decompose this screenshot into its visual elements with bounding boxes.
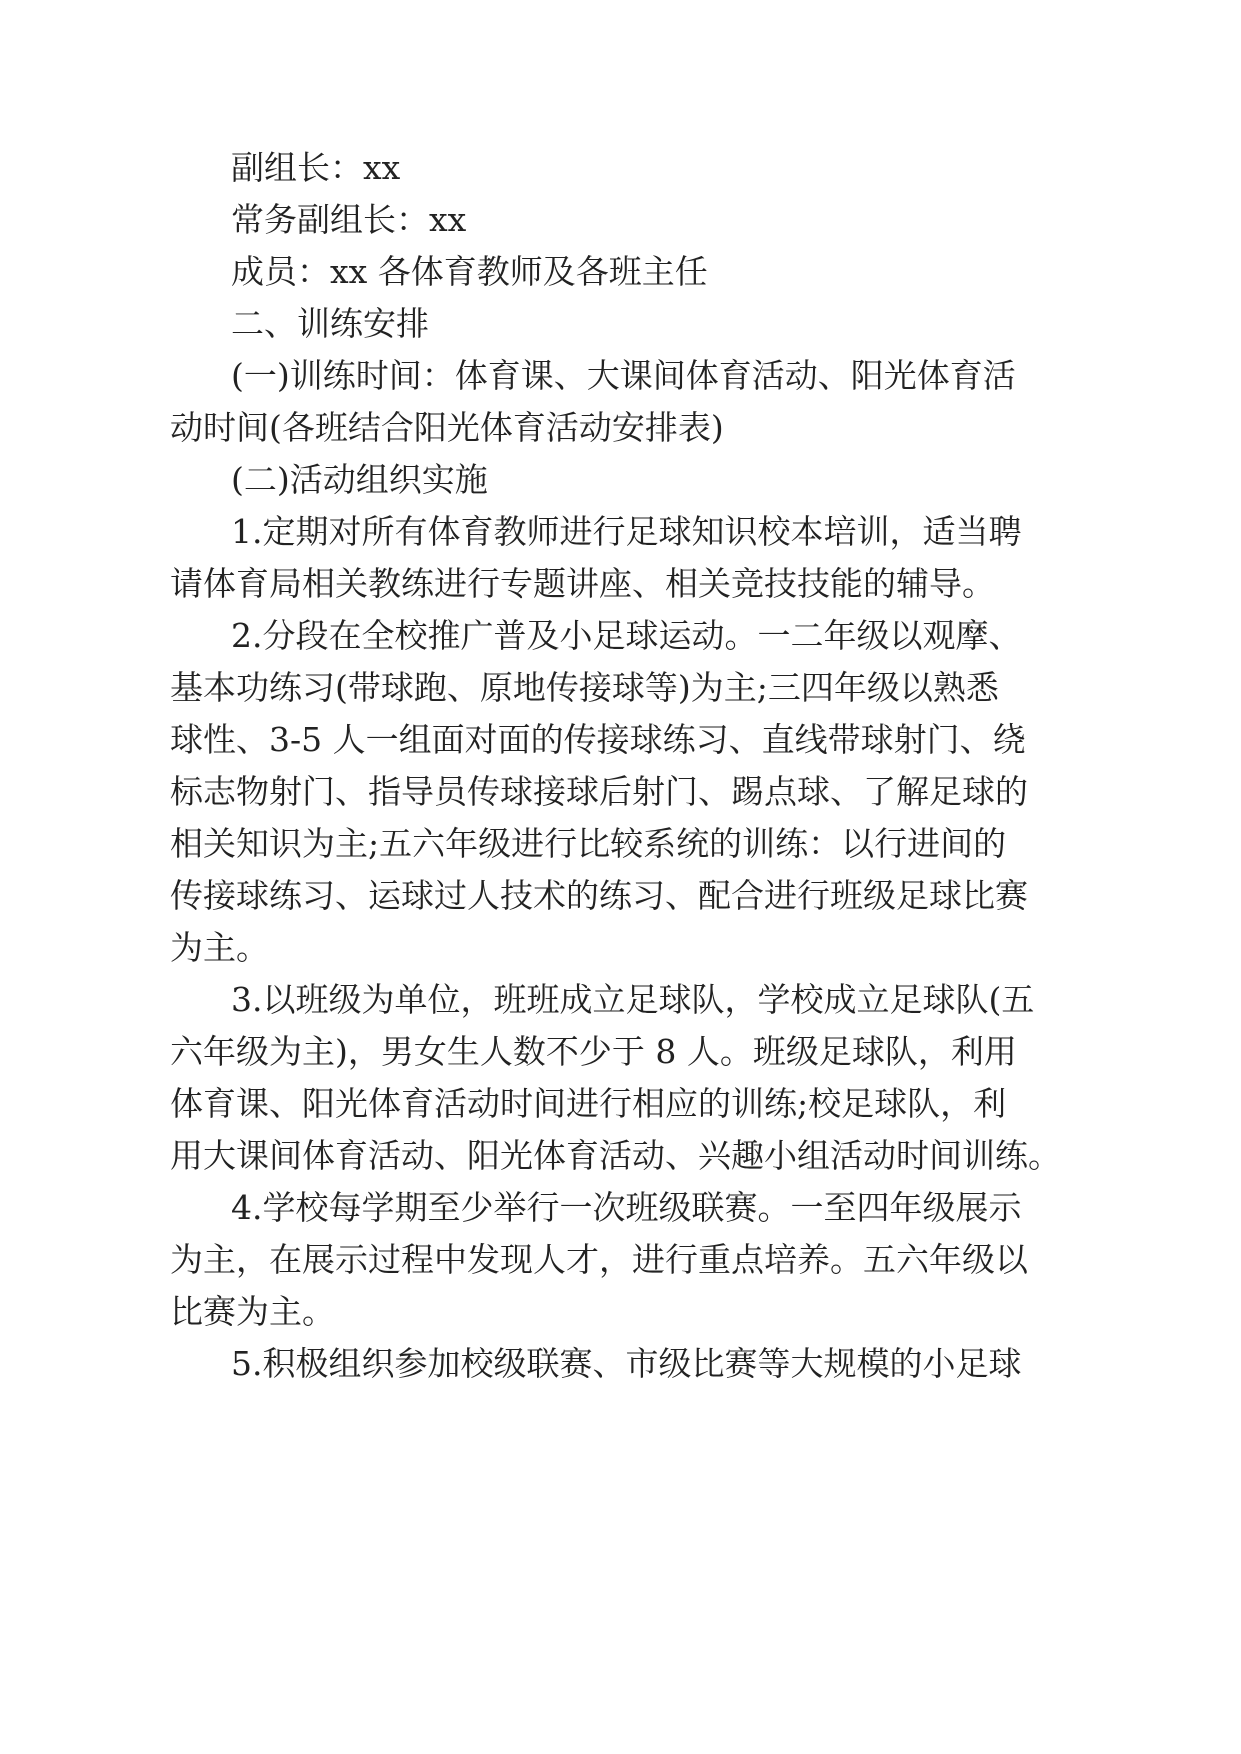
paragraph-line: 六年级为主)，男女生人数不少于 8 人。班级足球队，利用 (170, 1032, 1017, 1071)
paragraph-line: 用大课间体育活动、阳光体育活动、兴趣小组活动时间训练。 (170, 1136, 1061, 1175)
paragraph-line: 标志物射门、指导员传球接球后射门、踢点球、了解足球的 (170, 772, 1028, 811)
paragraph-line: 1.定期对所有体育教师进行足球知识校本培训，适当聘 (231, 512, 1022, 551)
paragraph-line: 传接球练习、运球过人技术的练习、配合进行班级足球比赛 (170, 876, 1028, 915)
paragraph-line: 基本功练习(带球跑、原地传接球等)为主;三四年级以熟悉 (170, 668, 999, 707)
paragraph-line: 3.以班级为单位，班班成立足球队，学校成立足球队(五 (231, 980, 1035, 1019)
line-members: 成员：xx 各体育教师及各班主任 (231, 252, 708, 291)
paragraph-line: (一)训练时间：体育课、大课间体育活动、阳光体育活 (231, 356, 1016, 395)
paragraph-line: 球性、3-5 人一组面对面的传接球练习、直线带球射门、绕 (170, 720, 1026, 759)
line-vice-leader: 副组长：xx (231, 148, 401, 187)
section-heading-training: 二、训练安排 (231, 304, 429, 343)
paragraph-line: 为主。 (170, 928, 269, 967)
paragraph-line: 比赛为主。 (170, 1292, 335, 1331)
paragraph-line: 体育课、阳光体育活动时间进行相应的训练;校足球队，利 (170, 1084, 1007, 1123)
line-executive-vice-leader: 常务副组长：xx (231, 200, 467, 239)
paragraph-line: 为主，在展示过程中发现人才，进行重点培养。五六年级以 (170, 1240, 1028, 1279)
paragraph-line: 动时间(各班结合阳光体育活动安排表) (170, 408, 724, 447)
paragraph-line: 5.积极组织参加校级联赛、市级比赛等大规模的小足球 (231, 1344, 1022, 1383)
paragraph-line: 4.学校每学期至少举行一次班级联赛。一至四年级展示 (231, 1188, 1022, 1227)
subheading-implementation: (二)活动组织实施 (231, 460, 488, 499)
paragraph-line: 2.分段在全校推广普及小足球运动。一二年级以观摩、 (231, 616, 1022, 655)
paragraph-line: 相关知识为主;五六年级进行比较系统的训练：以行进间的 (170, 824, 1007, 863)
paragraph-line: 请体育局相关教练进行专题讲座、相关竞技技能的辅导。 (170, 564, 995, 603)
